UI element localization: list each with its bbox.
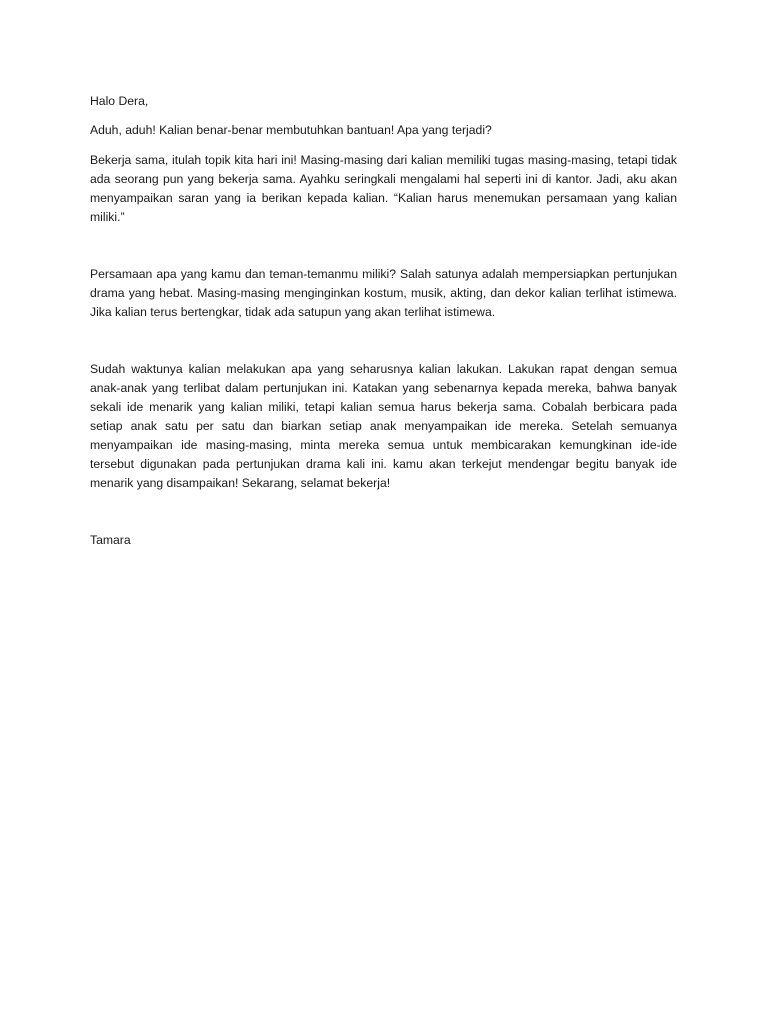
letter-signature: Tamara (90, 533, 131, 547)
paragraph-spacer (90, 322, 677, 360)
paragraph-spacer (90, 493, 677, 531)
letter-greeting: Halo Dera, (90, 94, 149, 108)
paragraph-2: Bekerja sama, itulah topik kita hari ini! Masing-masing dari kalian memiliki tugas masing-masing, tetapi tidak ada seorang pun yang bekerja sama. Ayahku seringkali mengalami hal seperti ini di kantor. Jadi, aku akan menyampaikan saran yang ia berikan kepada kalian. “Kalian harus menemukan persamaan yang kalian miliki.” (90, 153, 677, 224)
letter-body (90, 92, 677, 550)
paragraph-spacer (90, 140, 677, 151)
paragraph-3: Persamaan apa yang kamu dan teman-temanmu miliki? Salah satunya adalah mempersiapkan pertunjukan drama yang hebat. Masing-masing menginginkan kostum, musik, akting, dan dekor kalian terlihat istimewa. Jika kalian terus bertengkar, tidak ada satupun yang akan terlihat istimewa. (90, 267, 677, 319)
paragraph-spacer (90, 227, 677, 265)
paragraph-4: Sudah waktunya kalian melakukan apa yang seharusnya kalian lakukan. Lakukan rapat dengan semua anak-anak yang terlibat dalam pertunjukan ini. Katakan yang sebenarnya kepada mereka, bahwa banyak sekali ide menarik yang kalian miliki, tetapi kalian semua harus bekerja sama. Cobalah berbicara pada setiap anak satu per satu dan biarkan setiap anak menyampaikan ide mereka. Setelah semuanya menyampaikan ide masing-masing, minta mereka semua untuk membicarakan kemungkinan ide-ide tersebut digunakan pada pertunjukan drama kali ini. kamu akan terkejut mendengar begitu banyak ide menarik yang disampaikan! Sekarang, selamat bekerja! (90, 362, 677, 490)
paragraph-1: Aduh, aduh! Kalian benar-benar membutuhkan bantuan! Apa yang terjadi? (90, 123, 492, 137)
